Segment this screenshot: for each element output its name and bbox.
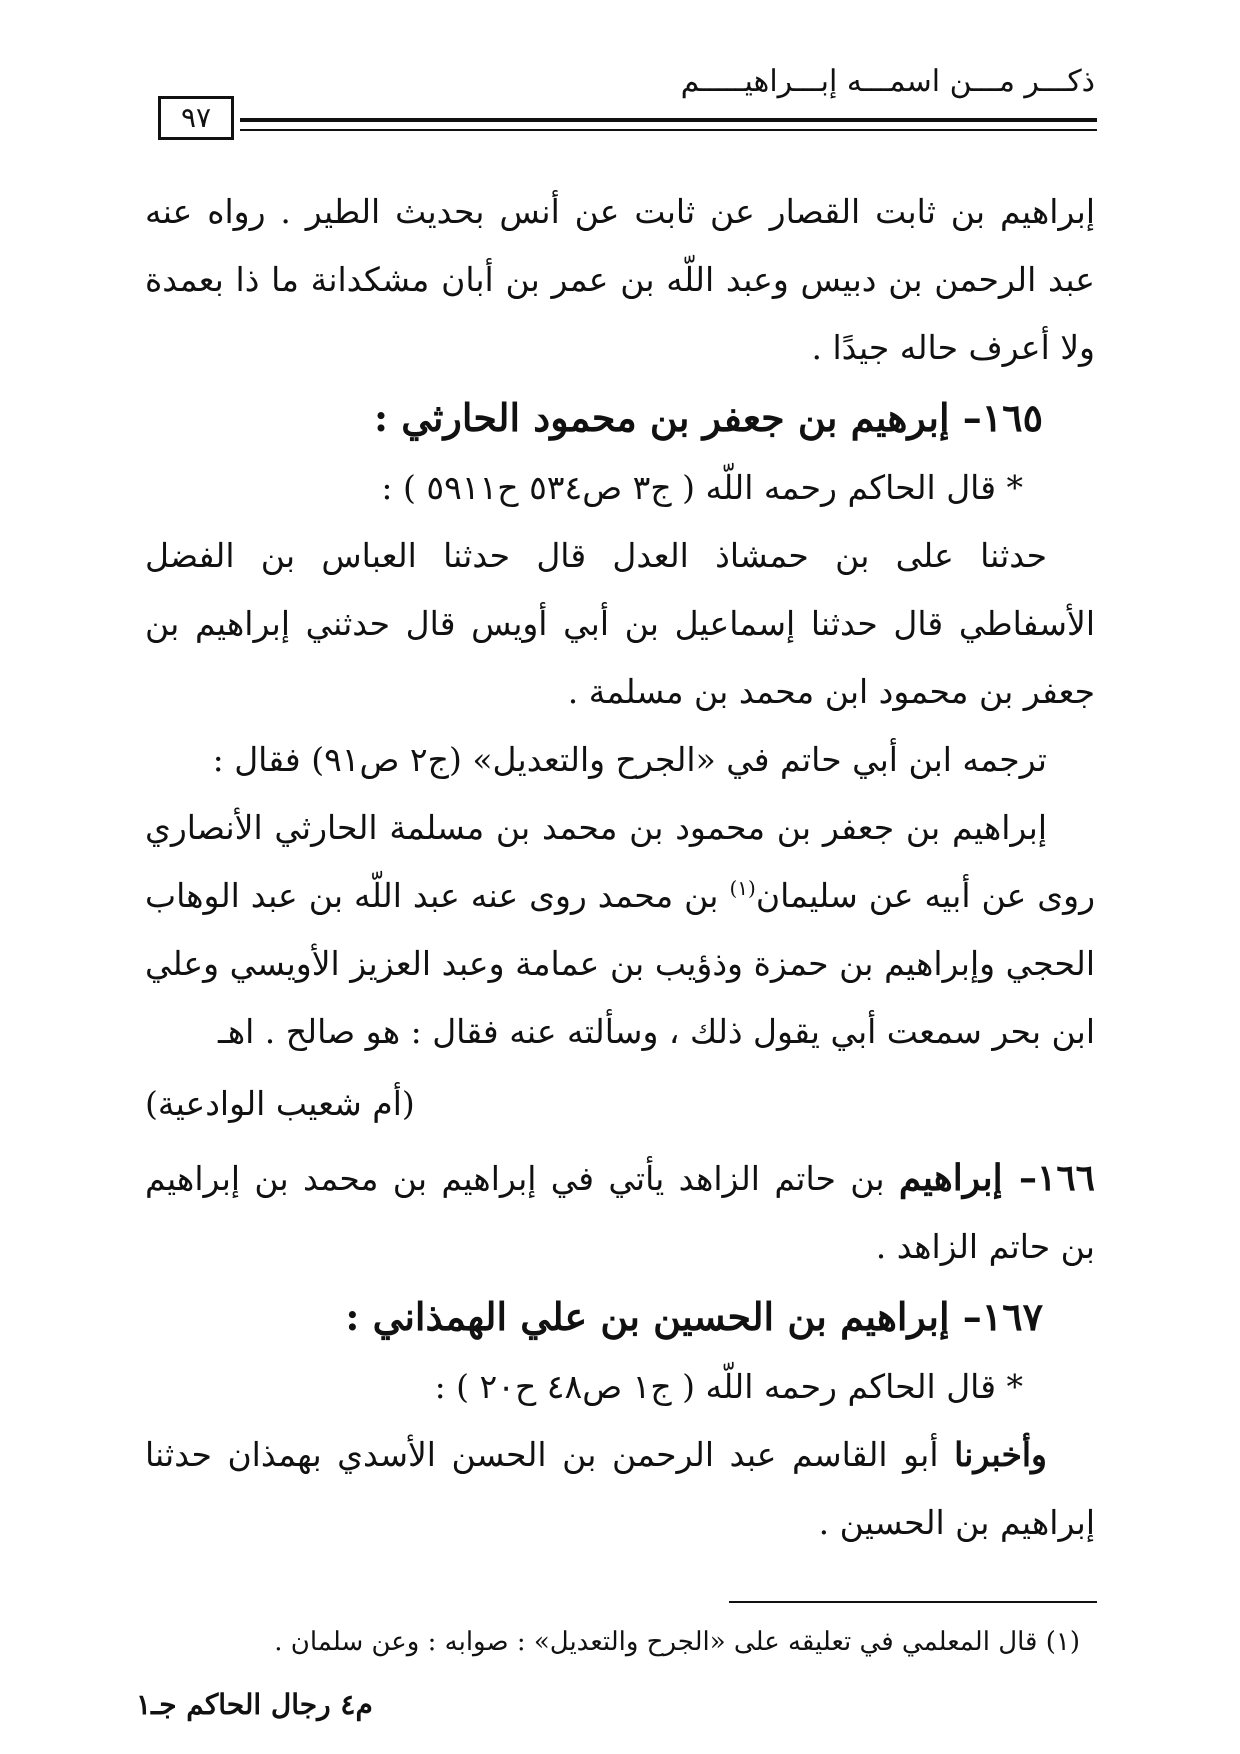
footnote-1: (١) قال المعلمي في تعليقه على «الجرح والتعديل» : صوابه : وعن سلمان . (274, 1627, 1080, 1657)
footnote-marker: (١) (729, 876, 756, 900)
tarjama-text-a: إبراهيم بن جعفر بن محمود بن محمد بن مسلمة الحارثي الأنصاري روى عن أبيه عن سليمان (145, 808, 1096, 915)
entry-167-isnad (145, 1421, 1095, 1557)
entry-165-attribution: (أم شعيب الوادعية) (145, 1084, 415, 1123)
running-head: ذكـــر مـــن اسمـــه إبـــراهيـــــم (680, 64, 1095, 99)
entry-165-source: * قال الحاكم رحمه اللّه ( ج٣ ص٥٣٤ ح٥٩١١ ) : (381, 468, 1023, 507)
header-rule-thick (240, 118, 1097, 122)
entry-165-tarjama-intro: ترجمه ابن أبي حاتم في «الجرح والتعديل» (ج٢ ص٩١) فقال : (212, 740, 1047, 779)
header-rule-thin (240, 129, 1097, 131)
signature-mark: م٤ رجال الحاكم جـ١ (136, 1688, 373, 1721)
entry-166 (145, 1144, 1095, 1281)
entry-165-isnad: حدثنا على بن حمشاذ العدل قال حدثنا العباس بن الفضل الأسفاطي قال حدثنا إسماعيل بن أبي أويس قال حدثني إبراهيم بن جعفر بن محمود ابن محمد بن مسلمة . (145, 536, 1095, 711)
tarjama-text-b: بن محمد روى عنه عبد اللّه بن عبد الوهاب الحجي وإبراهيم بن حمزة وذؤيب بن عمامة وعبد العزيز الأويسي وعلي ابن بحر سمعت أبي يقول ذلك ، وسألته عنه فقال : هو صالح . اهـ (145, 876, 1095, 1051)
entry-167-isnad-text: أبو القاسم عبد الرحمن بن الحسن الأسدي بهمذان حدثنا إبراهيم بن الحسين . (145, 1435, 1095, 1542)
entry-165-heading: ١٦٥– إبرهيم بن جعفر بن محمود الحارثي : (373, 395, 1043, 440)
entry-167-source: * قال الحاكم رحمه اللّه ( ج١ ص٤٨ ح٢٠ ) : (434, 1367, 1023, 1406)
main-text (145, 178, 1095, 1557)
entry-167-isnad-lead: وأخبرنا (954, 1435, 1047, 1474)
footnote-rule (729, 1601, 1097, 1603)
entry-167-heading: ١٦٧– إبراهيم بن الحسين بن علي الهمذاني : (345, 1294, 1043, 1339)
entry-165-tarjama (145, 794, 1095, 1066)
page-number: ٩٧ (158, 96, 234, 140)
entry-166-text: بن حاتم الزاهد يأتي في إبراهيم بن محمد بن إبراهيم بن حاتم الزاهد . (145, 1159, 1095, 1266)
paragraph-thabit: إبراهيم بن ثابت القصار عن ثابت عن أنس بحديث الطير . رواه عنه عبد الرحمن بن دبيس وعبد اللّه بن عمر بن أبان مشكدانة ما ذا بعمدة ولا أعرف حاله جيدًا . (145, 192, 1095, 367)
entry-166-number: ١٦٦– إبراهيم (898, 1157, 1095, 1199)
